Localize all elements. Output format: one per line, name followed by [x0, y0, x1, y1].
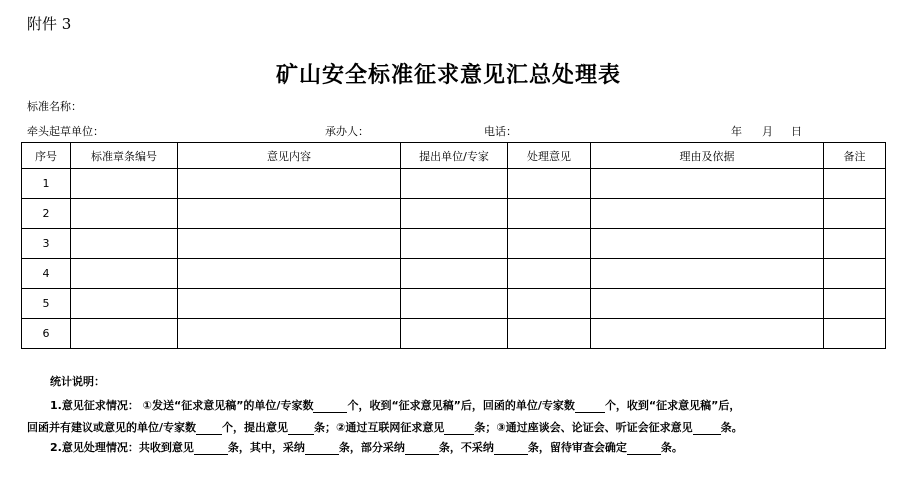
col-header-remarks: 备注: [824, 143, 886, 169]
note-text: 条。: [720, 421, 743, 434]
note-text: 2.意见处理情况：共收到意见: [50, 441, 194, 454]
table-cell[interactable]: [178, 229, 401, 259]
col-header-clause: 标准章条编号: [71, 143, 178, 169]
fill-blank[interactable]: [494, 443, 528, 455]
note-text: 条；③通过座谈会、论证会、听证会征求意见: [474, 421, 693, 434]
table-cell[interactable]: [401, 289, 508, 319]
attachment-label: 附件 3: [27, 15, 72, 33]
note-text: 1.意见征求情况： ①发送“征求意见稿”的单位/专家数: [50, 399, 314, 412]
table-cell[interactable]: [508, 229, 591, 259]
table-cell[interactable]: [71, 169, 178, 199]
table-cell[interactable]: [824, 169, 886, 199]
fill-blank[interactable]: [305, 443, 339, 455]
table-cell[interactable]: [178, 259, 401, 289]
table-cell[interactable]: [508, 289, 591, 319]
table-cell[interactable]: [178, 169, 401, 199]
table-cell[interactable]: [401, 169, 508, 199]
notes-title: 统计说明：: [50, 375, 105, 388]
col-header-submitter: 提出单位/专家: [401, 143, 508, 169]
comment-summary-table: [21, 142, 886, 349]
note-text: 回函并有建议或意见的单位/专家数: [27, 421, 197, 434]
table-cell[interactable]: [178, 289, 401, 319]
table-cell[interactable]: [178, 199, 401, 229]
table-cell[interactable]: [508, 169, 591, 199]
fill-blank[interactable]: [288, 423, 314, 435]
table-row: [22, 229, 886, 259]
note-text: 条，其中，采纳: [227, 441, 305, 454]
note-text: 个，提出意见: [222, 421, 289, 434]
table-cell[interactable]: [824, 229, 886, 259]
table-cell[interactable]: [591, 259, 824, 289]
date-field: [731, 123, 802, 139]
table-cell[interactable]: [71, 199, 178, 229]
table-row: [22, 319, 886, 349]
fill-blank[interactable]: [405, 443, 439, 455]
note-text: 条。: [660, 441, 683, 454]
note-handling: [50, 439, 683, 455]
fill-blank[interactable]: [693, 423, 721, 435]
col-header-comment: 意见内容: [178, 143, 401, 169]
table-cell[interactable]: [824, 199, 886, 229]
table-row: [22, 199, 886, 229]
table-cell[interactable]: [591, 199, 824, 229]
table-cell[interactable]: [508, 319, 591, 349]
table-cell[interactable]: [401, 229, 508, 259]
phone-label: 电话：: [484, 125, 517, 138]
fill-blank[interactable]: [194, 443, 228, 455]
note-text: 个，收到“征求意见稿”后，: [604, 399, 741, 412]
standard-name-label: 标准名称：: [27, 100, 82, 113]
table-cell[interactable]: [824, 319, 886, 349]
col-header-no: 序号: [22, 143, 71, 169]
col-header-handling: 处理意见: [508, 143, 591, 169]
table-cell[interactable]: [71, 259, 178, 289]
page-title: 矿山安全标准征求意见汇总处理表: [275, 63, 621, 88]
table-cell[interactable]: [508, 199, 591, 229]
row-number: 2: [22, 199, 71, 229]
table-cell[interactable]: [591, 289, 824, 319]
fill-blank[interactable]: [196, 423, 222, 435]
table-cell[interactable]: [71, 229, 178, 259]
row-number: 5: [22, 289, 71, 319]
lead-unit-label: 牵头起草单位：: [27, 125, 104, 138]
note-text: 个，收到“征求意见稿”后，回函的单位/专家数: [347, 399, 575, 412]
note-solicitation-line1: [50, 397, 740, 413]
table-cell[interactable]: [591, 229, 824, 259]
table-cell[interactable]: [591, 319, 824, 349]
note-solicitation-line2: [27, 419, 743, 435]
table-header-row: [22, 143, 886, 169]
table-cell[interactable]: [824, 289, 886, 319]
date-month-label: 月: [762, 125, 773, 138]
table-row: [22, 169, 886, 199]
date-year-label: 年: [731, 125, 742, 138]
table-cell[interactable]: [591, 169, 824, 199]
note-text: 条，部分采纳: [338, 441, 405, 454]
table-cell[interactable]: [508, 259, 591, 289]
row-number: 6: [22, 319, 71, 349]
table-row: [22, 259, 886, 289]
row-number: 3: [22, 229, 71, 259]
fill-blank[interactable]: [575, 401, 605, 413]
fill-blank[interactable]: [627, 443, 661, 455]
table-row: [22, 289, 886, 319]
date-day-label: 日: [791, 125, 802, 138]
fill-blank[interactable]: [444, 423, 474, 435]
row-number: 1: [22, 169, 71, 199]
table-cell[interactable]: [71, 289, 178, 319]
handler-label: 承办人：: [325, 125, 369, 138]
table-cell[interactable]: [71, 319, 178, 349]
row-number: 4: [22, 259, 71, 289]
note-text: 条；②通过互联网征求意见: [314, 421, 445, 434]
table-cell[interactable]: [401, 319, 508, 349]
col-header-reason: 理由及依据: [591, 143, 824, 169]
table-cell[interactable]: [401, 199, 508, 229]
table-cell[interactable]: [401, 259, 508, 289]
note-text: 条，不采纳: [438, 441, 494, 454]
fill-blank[interactable]: [313, 401, 347, 413]
table-cell[interactable]: [824, 259, 886, 289]
note-text: 条，留待审查会确定: [527, 441, 627, 454]
table-cell[interactable]: [178, 319, 401, 349]
